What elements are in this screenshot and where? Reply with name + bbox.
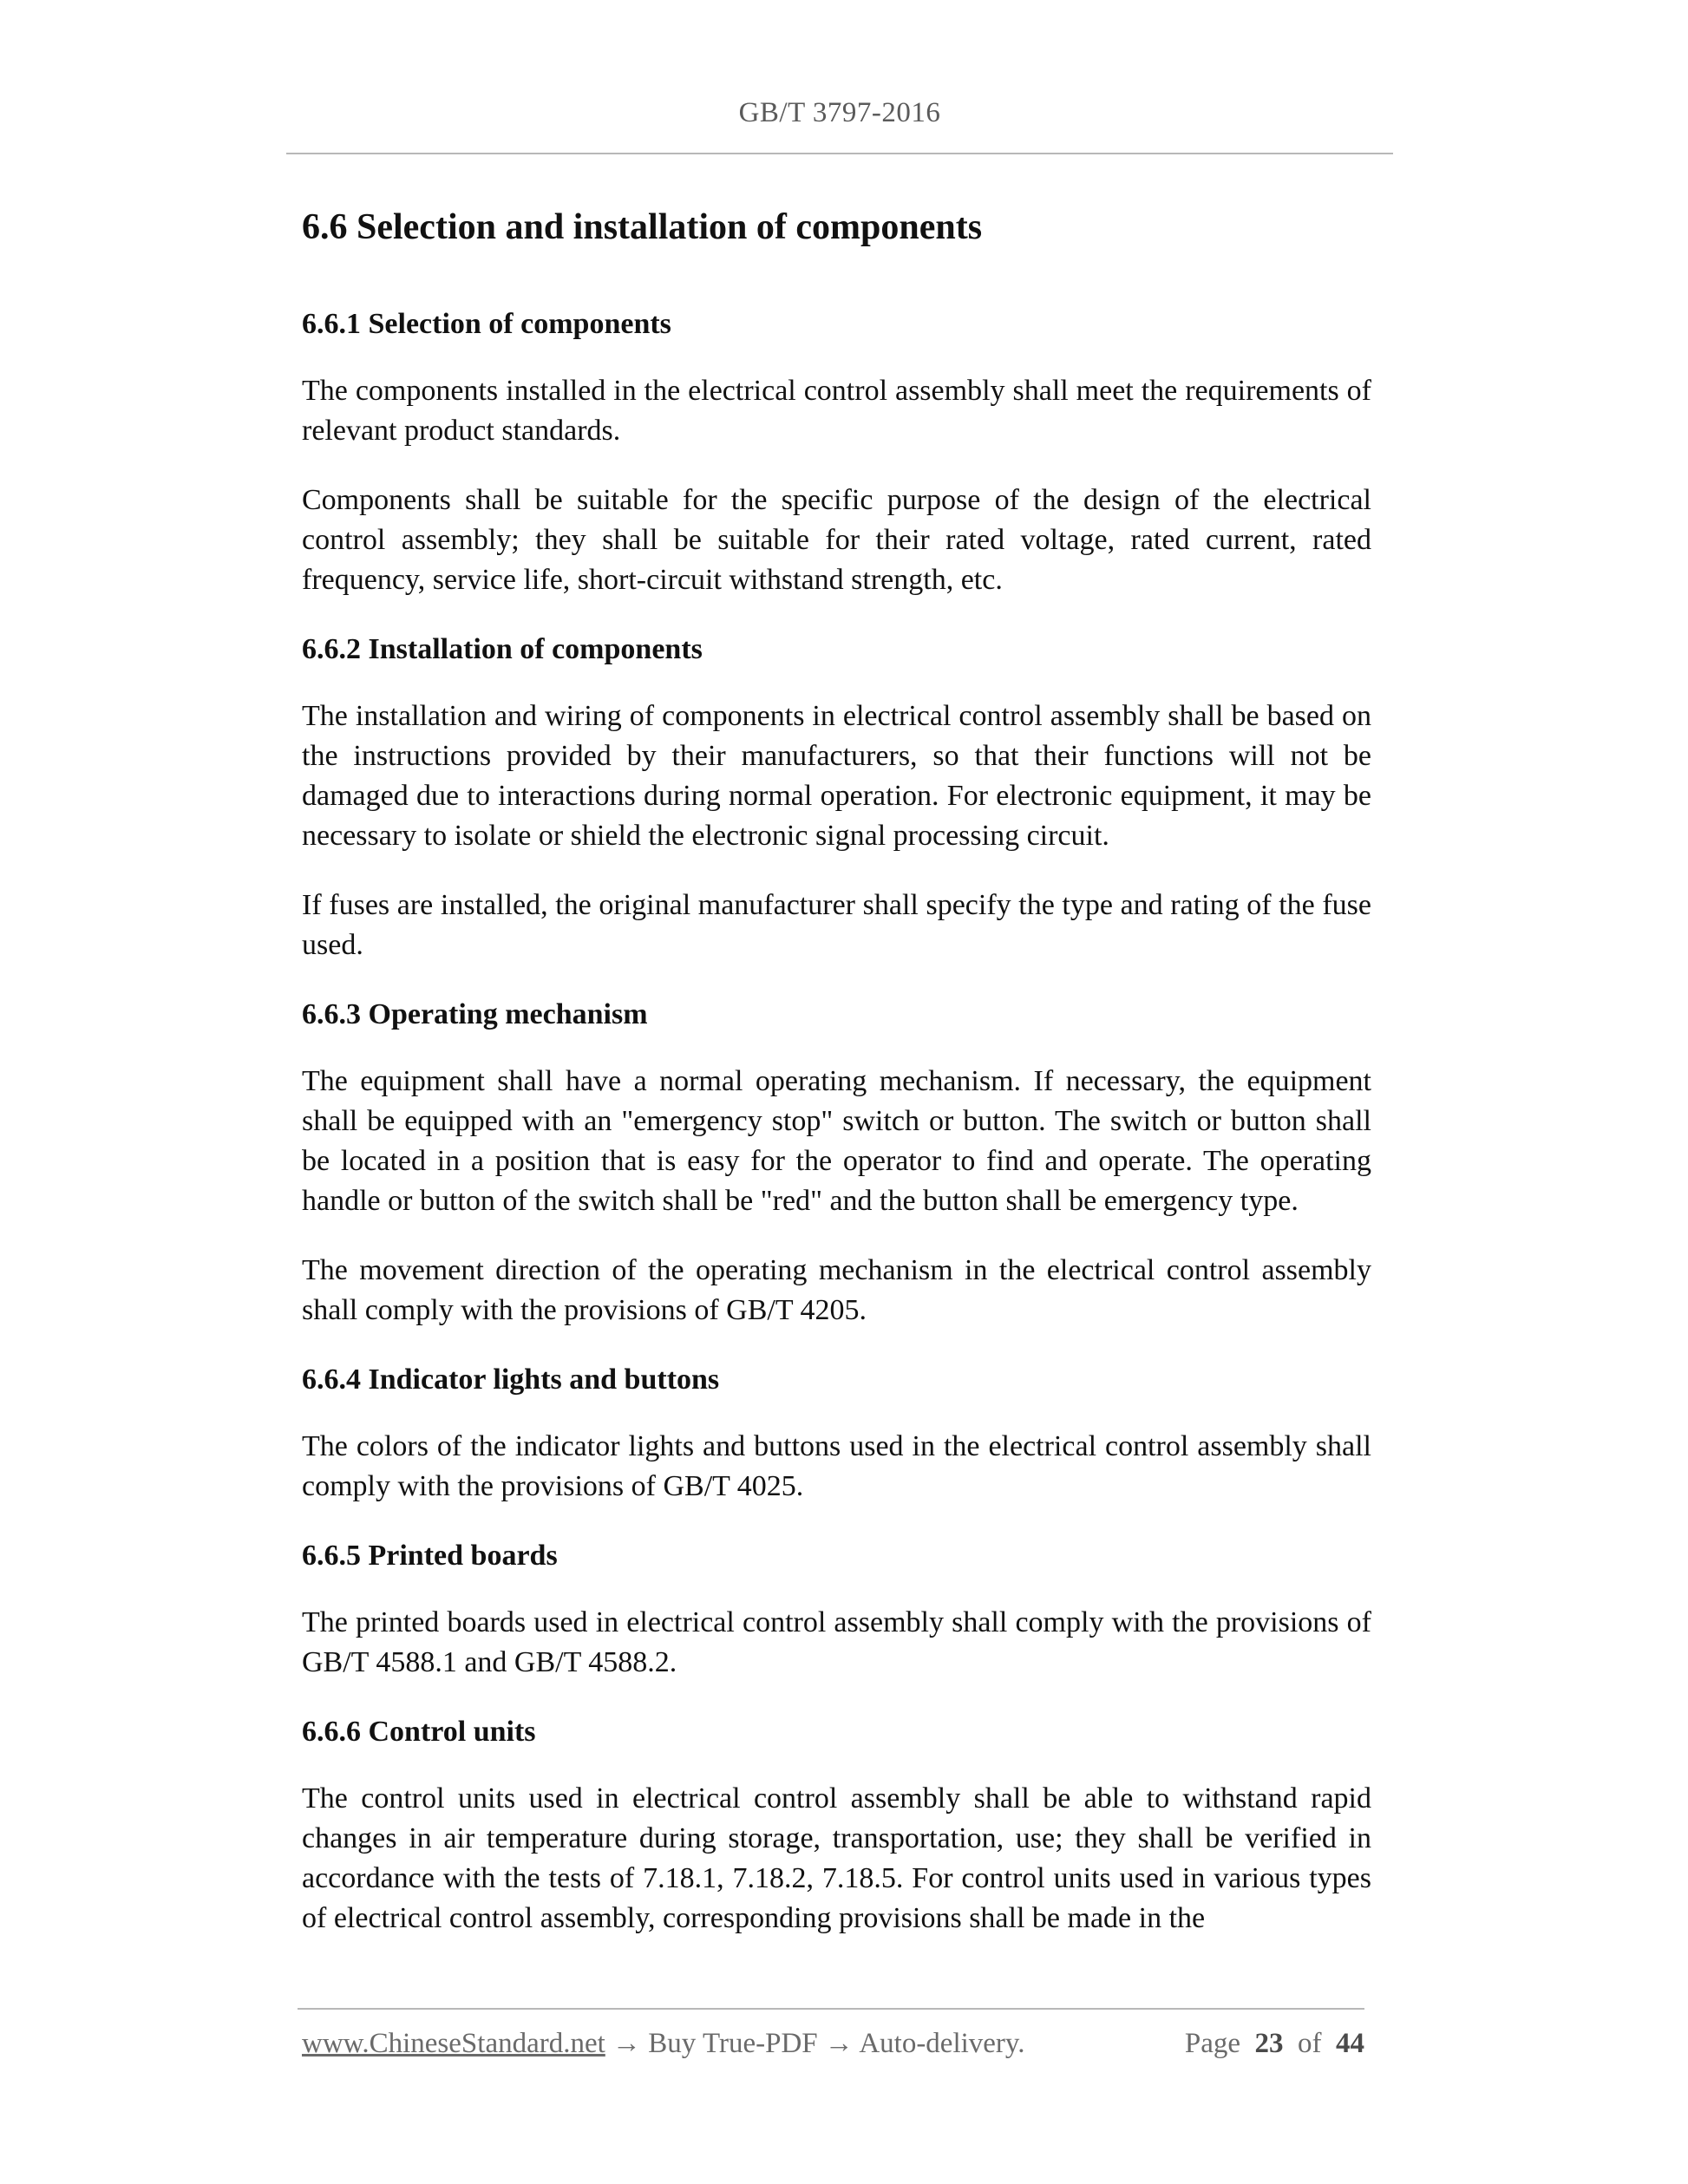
of-label: of: [1298, 2028, 1322, 2059]
paragraph: The printed boards used in electrical control assembly shall comply with the provisions of GB/T 4588.1 and GB/T 4588.2.: [302, 1606, 1371, 1678]
section-heading: 6.6 Selection and installation of components: [302, 207, 983, 247]
arrow-right-icon: →: [612, 2028, 642, 2059]
page-number: [1185, 2028, 1364, 2060]
paragraph: The installation and wiring of components in electrical control assembly shall be based on the instructions provided by their manufacturers, so that their functions will not be damaged due to interactions during normal operation. For electronic equipment, it may be necessary to isolate or shield the electronic signal processing circuit.: [302, 700, 1371, 852]
subsection-heading-6-6-2: 6.6.2 Installation of components: [302, 633, 703, 665]
current-page: 23: [1254, 2028, 1284, 2059]
buy-pdf-text: Buy True-PDF: [648, 2028, 818, 2059]
subsection-heading-6-6-3: 6.6.3 Operating mechanism: [302, 998, 648, 1030]
paragraph: The control units used in electrical control assembly shall be able to withstand rapid changes in air temperature during storage, transportation, use; they shall be verified in accordance with the tests of 7.18.1, 7.18.2, 7.18.5. For control units used in various types of electrical control assembly, corresponding provisions shall be made in the: [302, 1782, 1371, 1934]
paragraph: The colors of the indicator lights and buttons used in the electrical control assembly shall comply with the provisions of GB/T 4025.: [302, 1430, 1371, 1502]
paragraph: If fuses are installed, the original manufacturer shall specify the type and rating of the fuse used.: [302, 889, 1371, 961]
footer-divider: [298, 2008, 1364, 2010]
document-code-header: GB/T 3797-2016: [738, 97, 941, 128]
header-divider: [286, 153, 1393, 154]
arrow-right-icon: →: [824, 2028, 854, 2059]
page-footer: [302, 2028, 1364, 2060]
paragraph: The equipment shall have a normal operating mechanism. If necessary, the equipment shall be equipped with an "emergency stop" switch or button. The switch or button shall be located in a position that is easy for the operator to find and operate. The operating handle or button of the switch shall be "red" and the button shall be emergency type.: [302, 1065, 1371, 1217]
page-content: [302, 202, 1371, 1968]
paragraph: The components installed in the electrical control assembly shall meet the requirements of relevant product standards.: [302, 375, 1371, 447]
subsection-heading-6-6-1: 6.6.1 Selection of components: [302, 308, 671, 340]
website-link[interactable]: www.ChineseStandard.net: [302, 2028, 605, 2059]
footer-left: [302, 2028, 1025, 2060]
paragraph: The movement direction of the operating mechanism in the electrical control assembly shall comply with the provisions of GB/T 4205.: [302, 1254, 1371, 1326]
total-pages: 44: [1336, 2028, 1364, 2059]
subsection-heading-6-6-6: 6.6.6 Control units: [302, 1716, 536, 1748]
paragraph: Components shall be suitable for the specific purpose of the design of the electrical control assembly; they shall be suitable for their rated voltage, rated current, rated frequency, service life, short-circuit withstand strength, etc.: [302, 484, 1371, 596]
subsection-heading-6-6-4: 6.6.4 Indicator lights and buttons: [302, 1363, 720, 1396]
page-label: Page: [1184, 2028, 1240, 2059]
auto-delivery-text: Auto-delivery.: [859, 2028, 1025, 2059]
subsection-heading-6-6-5: 6.6.5 Printed boards: [302, 1540, 558, 1572]
